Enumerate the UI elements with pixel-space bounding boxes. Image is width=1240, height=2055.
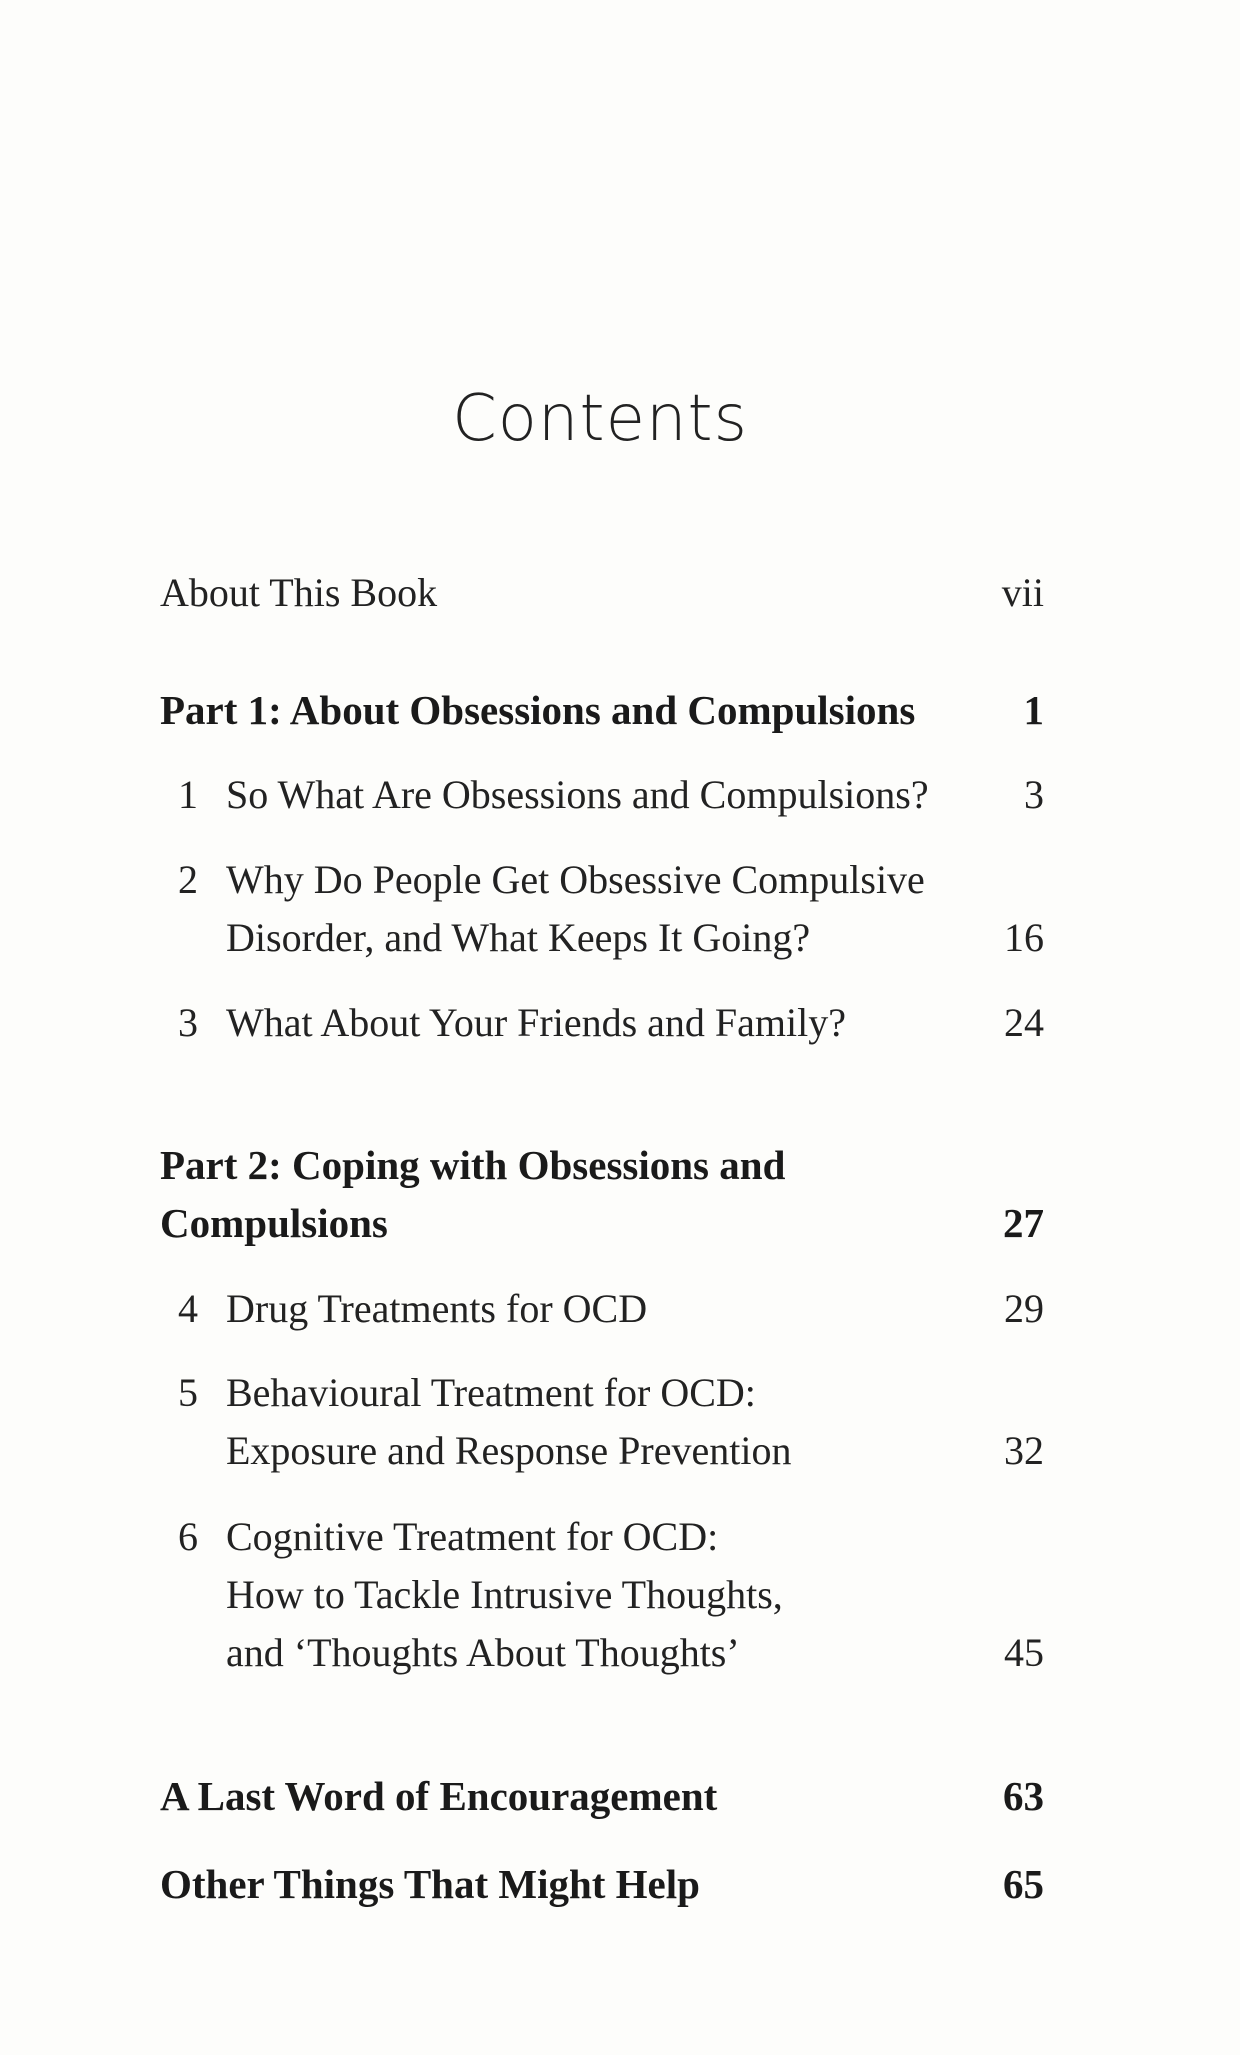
toc-page-number: vii: [1001, 570, 1044, 615]
toc-page-number: 45: [1004, 1630, 1044, 1675]
toc-page-number: 29: [1004, 1286, 1044, 1331]
toc-chapter-2[interactable]: [160, 851, 1044, 967]
page-title: Contents: [452, 382, 748, 456]
toc-chapter-4[interactable]: [160, 1280, 1044, 1338]
chapter-title-line-2: Disorder, and What Keeps It Going?: [226, 915, 811, 960]
toc-page-number: 32: [1004, 1428, 1044, 1473]
chapter-title: Drug Treatments for OCD: [226, 1286, 648, 1331]
toc-page-number: 63: [1003, 1773, 1044, 1819]
chapter-number: 3: [178, 1000, 198, 1045]
toc-part-label-line-1: Part 2: Coping with Obsessions and: [160, 1142, 786, 1188]
chapter-title-line-1: Why Do People Get Obsessive Compulsive: [226, 857, 925, 902]
chapter-number: 5: [178, 1370, 198, 1415]
chapter-title-line-3: and ‘Thoughts About Thoughts’: [226, 1630, 740, 1675]
toc-entry-other-things[interactable]: [160, 1855, 1044, 1913]
chapter-title-line-2: Exposure and Response Prevention: [226, 1428, 792, 1473]
toc-entry-label: Other Things That Might Help: [160, 1861, 700, 1907]
toc-part-label: Part 1: About Obsessions and Compulsions: [160, 687, 916, 733]
chapter-title-line-1: Behavioural Treatment for OCD:: [226, 1370, 756, 1415]
chapter-number: 2: [178, 857, 198, 902]
chapter-title: What About Your Friends and Family?: [226, 1000, 846, 1045]
toc-part-1[interactable]: [160, 681, 1044, 739]
toc-page-number: 27: [1003, 1200, 1044, 1246]
toc-page-number: 24: [1004, 1000, 1044, 1045]
chapter-title-line-2: How to Tackle Intrusive Thoughts,: [226, 1572, 783, 1617]
toc-page-number: 3: [1024, 772, 1044, 817]
toc-chapter-1[interactable]: [160, 766, 1044, 824]
toc-entry-label: A Last Word of Encouragement: [160, 1773, 718, 1819]
toc-chapter-5[interactable]: [160, 1364, 1044, 1480]
toc-chapter-3[interactable]: [160, 994, 1044, 1052]
toc-chapter-6[interactable]: [160, 1508, 1044, 1682]
toc-entry-about[interactable]: [160, 564, 1044, 622]
toc-page-number: 1: [1023, 687, 1044, 733]
toc-part-label-line-2: Compulsions: [160, 1200, 388, 1246]
toc-entry-last-word[interactable]: [160, 1767, 1044, 1825]
chapter-title-line-1: Cognitive Treatment for OCD:: [226, 1514, 719, 1559]
toc-page-number: 16: [1004, 915, 1044, 960]
chapter-number: 1: [178, 772, 198, 817]
toc-part-2[interactable]: [160, 1136, 1044, 1252]
chapter-title: So What Are Obsessions and Compulsions?: [226, 772, 929, 817]
toc-page-number: 65: [1003, 1861, 1044, 1907]
toc-entry-label: About This Book: [160, 570, 438, 615]
chapter-number: 4: [178, 1286, 198, 1331]
chapter-number: 6: [178, 1514, 198, 1559]
